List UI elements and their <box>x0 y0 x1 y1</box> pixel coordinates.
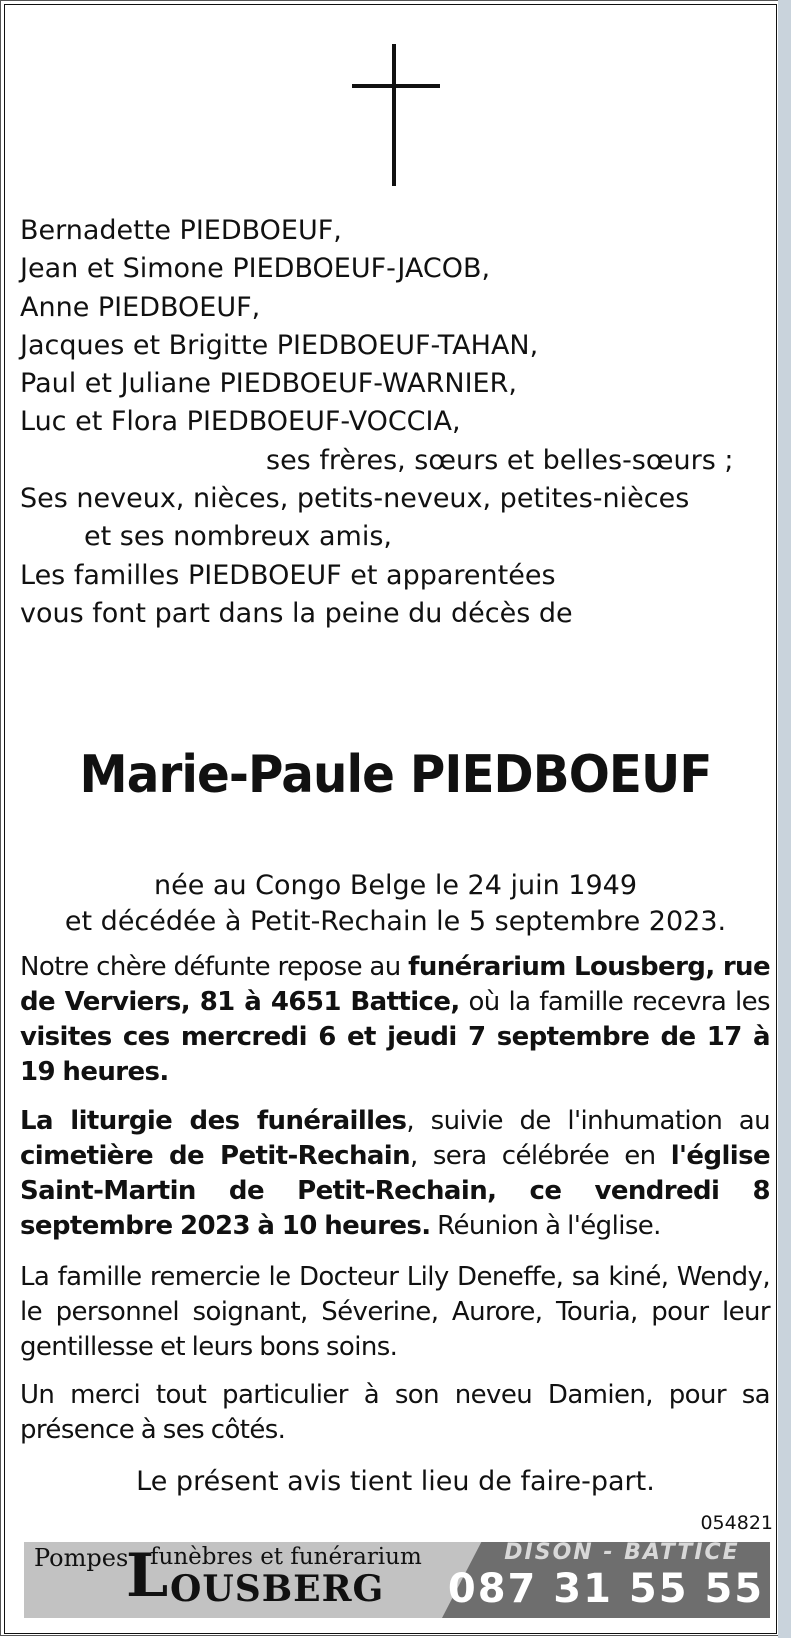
death-line: et décédée à Petit-Rechain le 5 septembre 2023. <box>64 906 727 937</box>
banner-funebres: funèbres et funérarium <box>150 1544 422 1570</box>
cross-icon-bar <box>352 84 440 88</box>
thanks-paragraph: La famille remercie le Docteur Lily Deneffe, sa kiné, Wendy, le personnel soignant, Séverine, Aurore, Touria, pour leur gentillesse et leurs bons soins. <box>20 1262 770 1362</box>
family-line: et ses nombreux amis, <box>84 521 392 553</box>
family-line: Anne PIEDBOEUF, <box>20 291 261 323</box>
family-line: Luc et Flora PIEDBOEUF-VOCCIA, <box>20 406 461 438</box>
family-line: Bernadette PIEDBOEUF, <box>20 215 342 246</box>
family-line: ses frères, sœurs et belles-sœurs ; <box>266 444 734 476</box>
special-thanks-paragraph: Un merci tout particulier à son neveu Damien, pour sa présence à ses côtés. <box>20 1380 770 1445</box>
banner-pompes: Pompes <box>34 1544 129 1572</box>
birth-line: née au Congo Belge le 24 juin 1949 <box>153 870 637 901</box>
family-line: Paul et Juliane PIEDBOEUF-WARNIER, <box>20 368 517 400</box>
cemetery-name: cimetière de Petit-Rechain <box>20 1141 411 1171</box>
liturgy-label: La liturgie des funérailles <box>20 1106 407 1136</box>
text: Notre chère défunte repose au <box>20 952 409 982</box>
side-strip <box>778 0 791 1638</box>
funerarium-address: funérarium Lousberg, rue de Verviers, 81 à 4651 Battice, <box>20 952 770 1017</box>
brand-name: OUSBERG <box>170 1568 385 1610</box>
church-and-date: l'église Saint-Martin de Petit-Rechain, ce vendredi 8 septembre 2023 à 10 heures. <box>20 1141 770 1241</box>
deceased-name: Marie-Paule PIEDBOEUF <box>79 745 712 805</box>
family-line: vous font part dans la peine du décès de <box>20 597 573 629</box>
banner-phone: 087 31 55 55 <box>447 1566 765 1612</box>
birth-death-info <box>0 868 791 940</box>
text: , suivie de l'inhumation au <box>406 1106 771 1136</box>
visiting-hours: visites ces mercredi 6 et jeudi 7 septembre de 17 à 19 heures. <box>20 1022 770 1087</box>
visitation-paragraph <box>20 950 770 1090</box>
text: , sera célébrée en <box>410 1141 671 1171</box>
family-line: Les familles PIEDBOEUF et apparentées <box>20 559 556 591</box>
reference-number: 054821 <box>700 1512 773 1534</box>
banner-locations: DISON - BATTICE <box>504 1540 740 1565</box>
text: où la famille recevra les <box>459 987 770 1017</box>
family-line: Jacques et Brigitte PIEDBOEUF-TAHAN, <box>20 329 539 361</box>
family-line: Ses neveux, nièces, petits-neveux, petites-nièces <box>20 483 690 515</box>
funeral-paragraph <box>20 1104 770 1244</box>
brand-initial: L <box>126 1541 169 1611</box>
text: Réunion à l'église. <box>430 1211 661 1241</box>
family-list <box>20 212 733 633</box>
cross-icon <box>392 44 396 186</box>
closing-line: Le présent avis tient lieu de faire-part. <box>136 1466 655 1497</box>
family-line: Jean et Simone PIEDBOEUF-JACOB, <box>20 253 491 285</box>
